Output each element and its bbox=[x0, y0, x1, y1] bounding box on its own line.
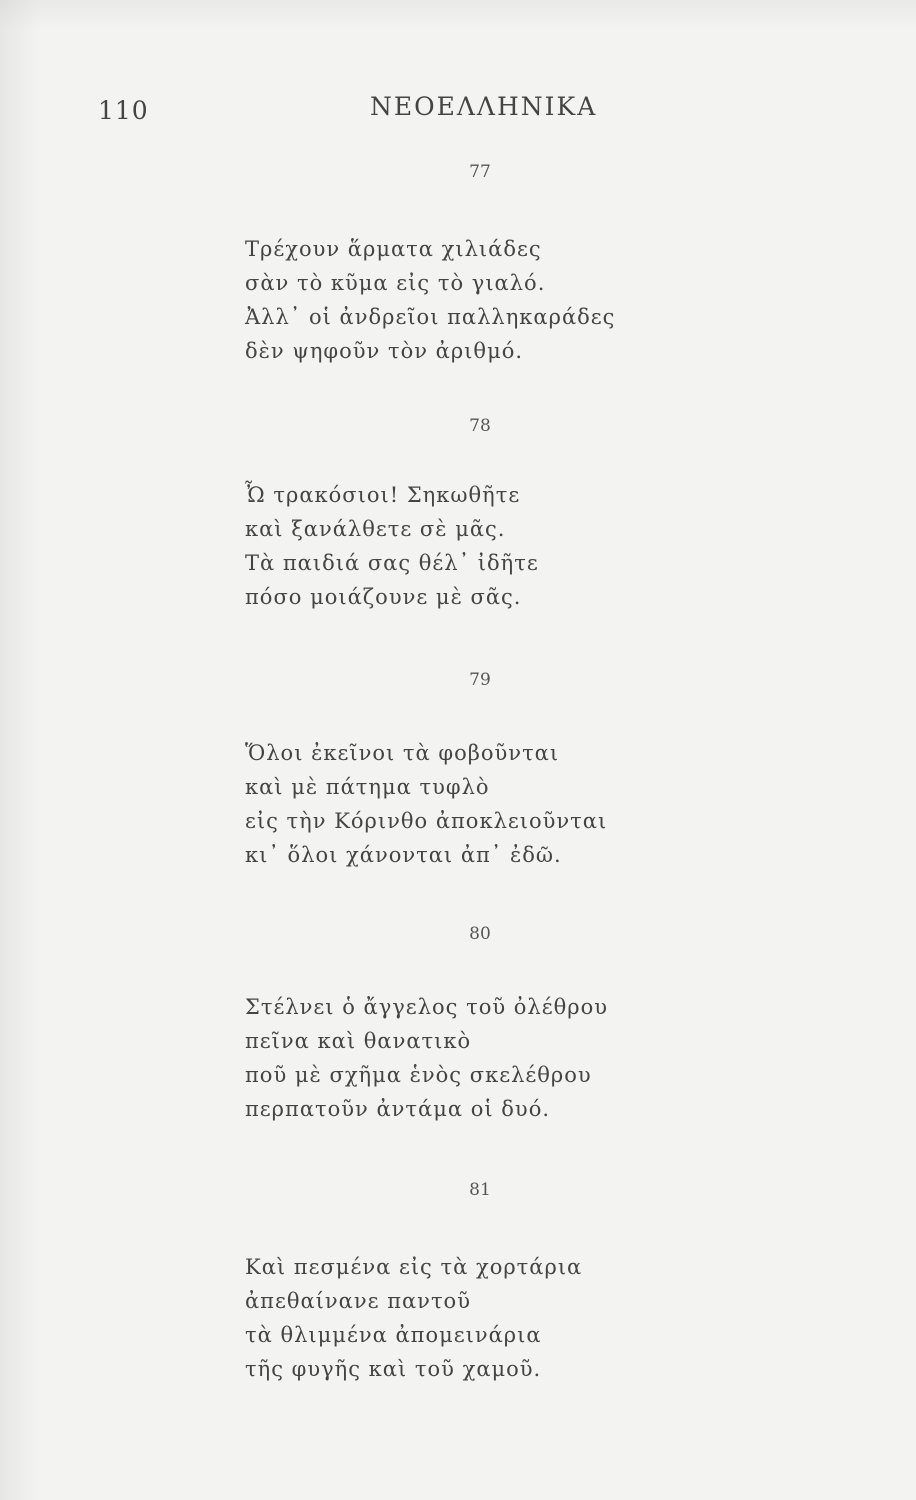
verse-line: εἰς τὴν Κόρινθο ἀποκλειοῦνται bbox=[245, 809, 608, 833]
verse-line: καὶ μὲ πάτημα τυφλὸ bbox=[245, 775, 490, 799]
verse-line: Ὦ τρακόσιοι! Σηκωθῆτε bbox=[245, 483, 521, 507]
verse-line: Καὶ πεσμένα εἰς τὰ χορτάρια bbox=[245, 1255, 583, 1279]
verse-line: περπατοῦν ἀντάμα οἱ δυό. bbox=[245, 1097, 551, 1121]
verse-line: καὶ ξανάλθετε σὲ μᾶς. bbox=[245, 517, 506, 541]
poem-number: 79 bbox=[469, 670, 491, 690]
verse-line: Στέλνει ὁ ἄγγελος τοῦ ὀλέθρου bbox=[245, 995, 609, 1019]
stanza bbox=[245, 990, 765, 1126]
stanza bbox=[245, 1250, 765, 1386]
verse-line: Τὰ παιδιά σας θέλ᾽ ἰδῆτε bbox=[245, 551, 539, 575]
running-title: ΝΕΟΕΛΛΗΝΙΚΑ bbox=[370, 92, 598, 121]
poem-number: 77 bbox=[469, 162, 491, 182]
stanza bbox=[245, 232, 765, 368]
poem-number: 78 bbox=[469, 416, 491, 436]
verse-line: δὲν ψηφοῦν τὸν ἀριθμό. bbox=[245, 339, 524, 363]
stanza bbox=[245, 736, 765, 872]
poem-number: 81 bbox=[469, 1180, 491, 1200]
page-number: 110 bbox=[98, 96, 149, 125]
verse-line: Ὅλοι ἐκεῖνοι τὰ φοβοῦνται bbox=[245, 741, 560, 765]
poem-number: 80 bbox=[469, 924, 491, 944]
verse-line: Ἀλλ᾽ οἱ ἀνδρεῖοι παλληκαράδες bbox=[245, 305, 616, 329]
verse-line: ἀπεθαίνανε παντοῦ bbox=[245, 1289, 471, 1313]
verse-line: τὰ θλιμμένα ἀπομεινάρια bbox=[245, 1323, 542, 1347]
verse-line: τῆς φυγῆς καὶ τοῦ χαμοῦ. bbox=[245, 1357, 542, 1381]
verse-line: κι᾽ ὅλοι χάνονται ἀπ᾽ ἐδῶ. bbox=[245, 843, 562, 867]
verse-line: σὰν τὸ κῦμα εἰς τὸ γιαλό. bbox=[245, 271, 546, 295]
verse-line: ποῦ μὲ σχῆμα ἑνὸς σκελέθρου bbox=[245, 1063, 592, 1087]
stanza bbox=[245, 478, 765, 614]
verse-line: πόσο μοιάζουνε μὲ σᾶς. bbox=[245, 585, 522, 609]
verse-line: Τρέχουν ἅρματα χιλιάδες bbox=[245, 237, 542, 261]
verse-line: πεῖνα καὶ θανατικὸ bbox=[245, 1029, 472, 1053]
